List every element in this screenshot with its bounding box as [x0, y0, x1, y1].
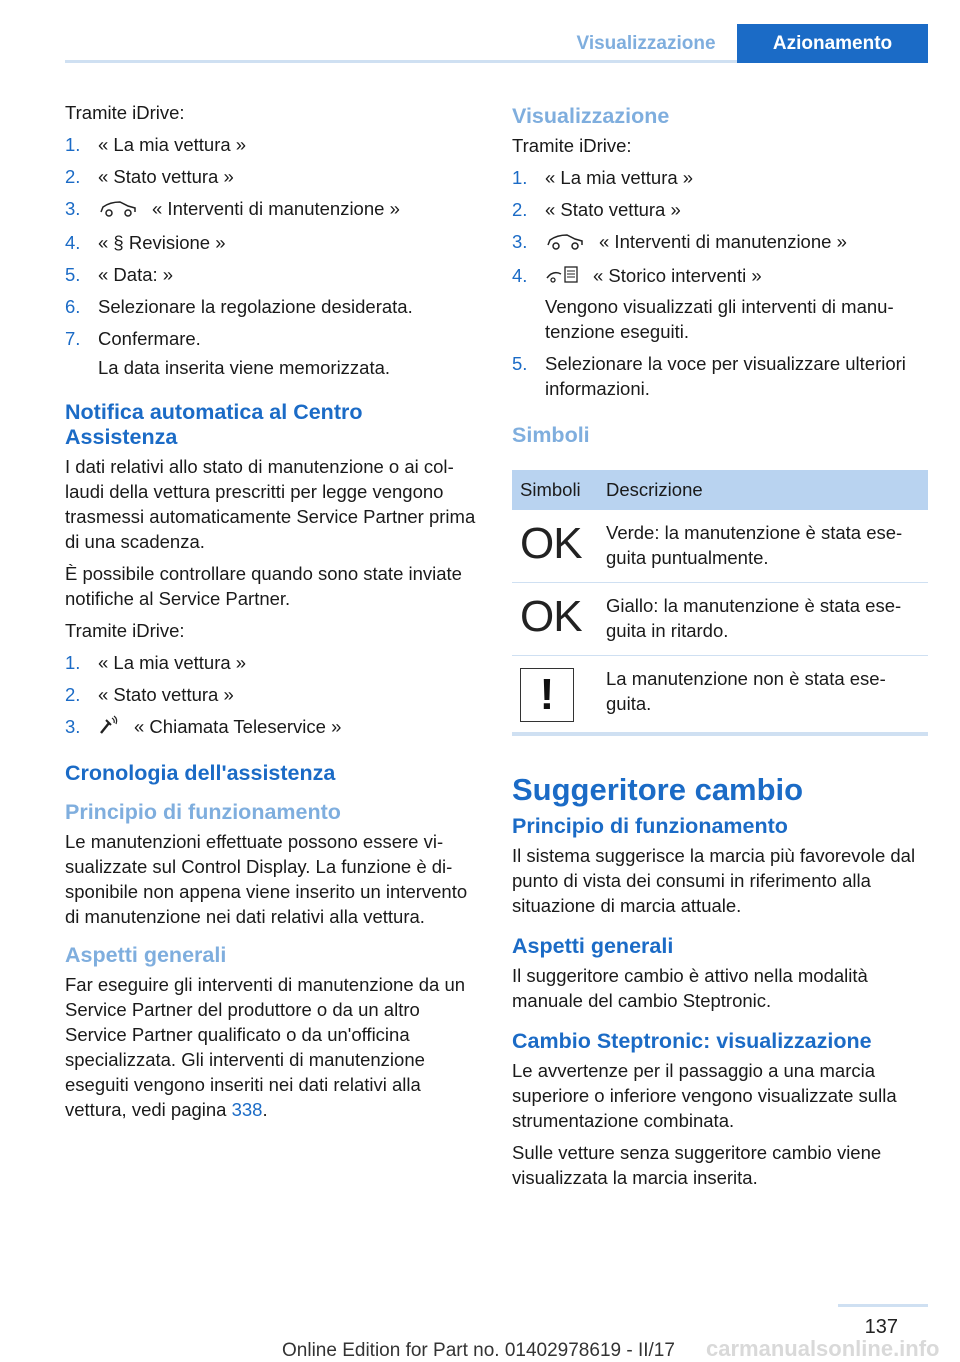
list-item [512, 351, 928, 401]
car-service-icon [98, 198, 138, 223]
paragraph: Il sistema suggerisce la marcia più favorevole dal punto di vista dei consumi in riferimento alla situazione di marcia attuale. [512, 844, 916, 916]
list-item [65, 714, 477, 741]
heading-principio: Principio di funzionamento [65, 799, 341, 824]
heading-simboli: Simboli [512, 422, 590, 447]
intro-idrive: Tramite iDrive: [512, 135, 632, 156]
symbol-cell [512, 582, 598, 655]
list-item [65, 294, 477, 319]
step-text: « La mia vettura » [98, 651, 247, 673]
step-text: « Chiamata Teleservice » [134, 715, 342, 737]
description-cell: Giallo: la manutenzione è stata eseguita in ritardo. [598, 582, 928, 655]
paragraph-text: Far eseguire gli interventi di manutenzione da un Service Partner del produttore o da un altro Service Partner qualificato o da un'officina specializzata. Gli interventi di manutenzione eseguiti vengono inseriti nei dati relativi alla vettura, vedi pagina [65, 973, 466, 1120]
step-number: 5. [512, 352, 528, 374]
list-item [65, 682, 477, 707]
car-service-icon [545, 231, 585, 256]
list-item [65, 262, 477, 287]
step-number: 3. [65, 198, 81, 219]
step-number: 2. [512, 199, 528, 220]
left-column [65, 100, 477, 1129]
page-link[interactable]: 338 [231, 1098, 263, 1120]
list-item [65, 326, 477, 380]
step-text: « La mia vettura » [98, 134, 247, 155]
list-item [65, 132, 477, 157]
symbol-cell [512, 510, 598, 583]
paragraph-end: . [262, 1098, 268, 1120]
step-text: « Stato vettura » [98, 683, 234, 705]
symbols-table [512, 470, 928, 736]
step-number: 1. [65, 651, 81, 673]
heading-visualizzazione: Visualizzazione [512, 104, 670, 128]
step-text: Selezionare la voce per visualizzare ulteriori informazioni. [545, 352, 906, 399]
paragraph: Le avvertenze per il passaggio a una marcia superiore o inferiore vengono visualizzate sulla strumentazione combinata. [512, 1059, 897, 1131]
heading-notifica: Notifica automatica al Centro Assistenza [65, 399, 363, 449]
symbol-cell [512, 655, 598, 734]
heading-principio: Principio di funzionamento [512, 813, 788, 838]
ok-green-icon: OK [520, 518, 582, 568]
step-text: « La mia vettura » [545, 167, 694, 188]
step-number: 3. [65, 715, 81, 737]
heading-cronologia: Cronologia dell'assistenza [65, 760, 336, 785]
heading-aspetti: Aspetti generali [65, 942, 227, 967]
description-cell: La manutenzione non è stata eseguita. [598, 655, 928, 734]
step-text: Confermare. [98, 327, 201, 349]
step-number: 7. [65, 327, 81, 349]
paragraph: È possibile controllare quando sono state inviate notifiche al Service Partner. [65, 562, 462, 609]
header-tab-azionamento[interactable]: Azionamento [737, 24, 928, 63]
list-item [65, 650, 477, 675]
list-item [512, 197, 928, 222]
list-item [65, 164, 477, 189]
paragraph: I dati relativi allo stato di manutenzione o ai collaudi della vettura prescritti per legge vengono trasmessi automaticamente Service Partner prima di una scadenza. [65, 455, 476, 552]
table-header-row [512, 470, 928, 510]
service-history-icon [545, 264, 579, 290]
heading-steptronic: Cambio Steptronic: visualizzazione [512, 1028, 872, 1053]
heading-aspetti: Aspetti generali [512, 933, 674, 958]
step-text: « § Revisione » [98, 231, 226, 253]
table-row [512, 582, 928, 655]
column-header-descrizione: Descrizione [598, 470, 928, 510]
step-number: 2. [65, 166, 81, 187]
list-item [512, 165, 928, 190]
intro-idrive: Tramite iDrive: [65, 102, 185, 123]
list-item [512, 263, 928, 344]
heading-suggeritore: Suggeritore cambio [512, 771, 804, 807]
step-number: 5. [65, 263, 81, 285]
list-item [65, 196, 477, 223]
steps-list-2 [65, 650, 477, 741]
right-column [512, 100, 928, 1197]
exclamation-icon: ! [520, 668, 574, 722]
step-number: 4. [65, 231, 81, 253]
teleservice-icon [98, 715, 120, 741]
step-text: « Stato vettura » [545, 199, 681, 220]
steps-list-1 [65, 132, 477, 380]
step-note: Vengono visualizzati gli interventi di manutenzione eseguiti. [545, 295, 894, 342]
step-text: « Interventi di manutenzione » [152, 198, 400, 219]
table-row [512, 655, 928, 734]
list-item [65, 230, 477, 255]
step-note: La data inserita viene memorizzata. [98, 356, 391, 378]
paragraph [65, 972, 477, 1122]
step-number: 2. [65, 683, 81, 705]
paragraph: Sulle vetture senza suggeritore cambio viene visualizzata la marcia inserita. [512, 1141, 882, 1188]
intro-idrive: Tramite iDrive: [65, 619, 185, 641]
step-text: « Interventi di manutenzione » [599, 231, 847, 252]
page-number: 137 [864, 1316, 898, 1338]
column-header-simboli: Simboli [512, 470, 598, 510]
description-cell: Verde: la manutenzione è stata eseguita puntualmente. [598, 510, 928, 583]
edition-text: Online Edition for Part no. 01402978619 - II/17 [282, 1340, 675, 1361]
step-number: 6. [65, 295, 81, 317]
header-tab-visualizzazione[interactable]: Visualizzazione [576, 32, 716, 54]
ok-yellow-icon: OK [520, 591, 582, 641]
paragraph: Il suggeritore cambio è attivo nella modalità manuale del cambio Steptronic. [512, 964, 868, 1011]
step-number: 1. [512, 167, 528, 188]
paragraph: Le manutenzioni effettuate possono essere visualizzate sul Control Display. La funzione è disponibile non appena viene inserito un intervento di manutenzione nei dati relativi alla vettura. [65, 830, 468, 927]
steps-list-3 [512, 165, 928, 401]
step-text: Selezionare la regolazione desiderata. [98, 295, 413, 317]
table-row [512, 510, 928, 583]
step-text: « Data: » [98, 263, 174, 285]
step-number: 1. [65, 134, 81, 155]
step-text: « Stato vettura » [98, 166, 234, 187]
list-item [512, 229, 928, 256]
footer-rule [838, 1304, 928, 1307]
step-number: 3. [512, 231, 528, 252]
watermark: carmanualsonline.info [706, 1336, 940, 1361]
step-text: « Storico interventi » [593, 264, 762, 286]
step-number: 4. [512, 264, 528, 286]
